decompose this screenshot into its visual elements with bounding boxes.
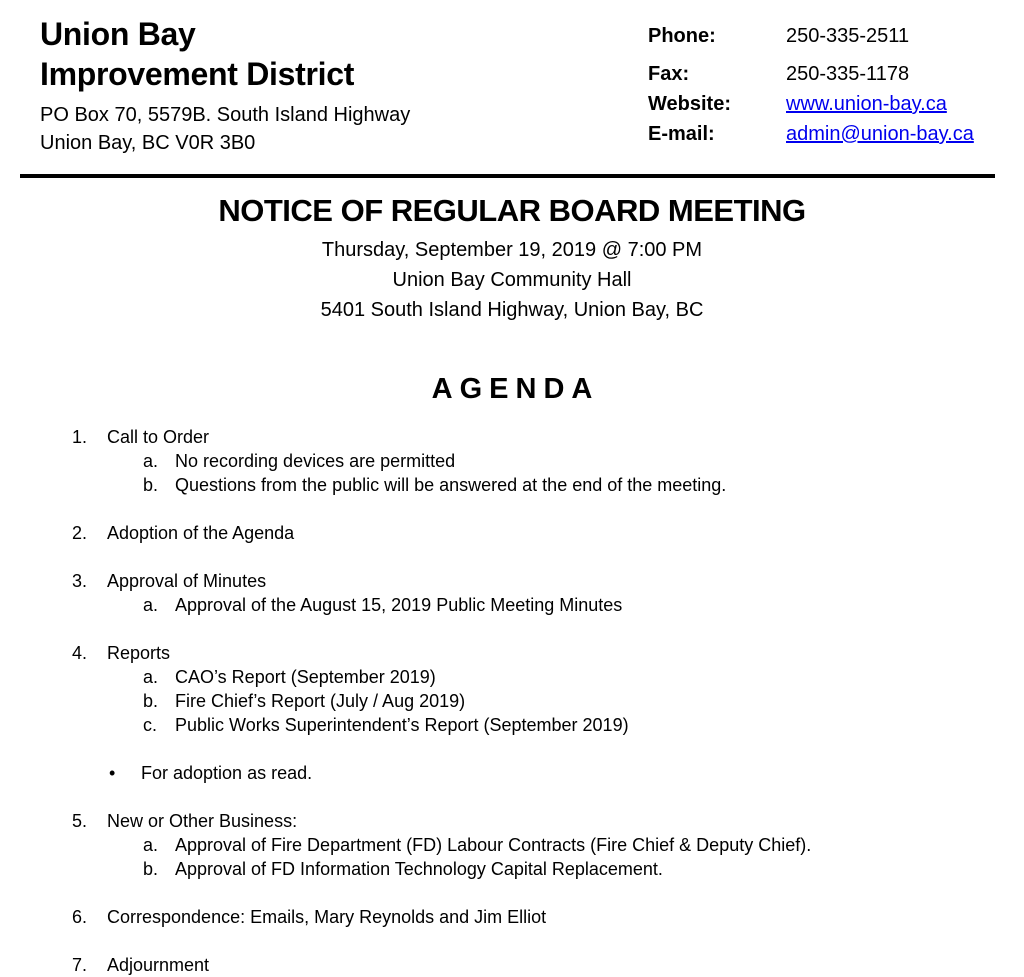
agenda-subitem-row [72,857,994,881]
agenda-item-text: Correspondence: Emails, Mary Reynolds and Jim Elliot [107,907,547,927]
agenda-bullet-text: For adoption as read. [141,763,313,783]
agenda-group-4 [72,641,994,785]
org-name-line1: Union Bay [40,16,196,52]
agenda-bullet-row [72,761,994,785]
agenda-group-7 [72,953,994,977]
contact-row-fax [648,62,974,86]
agenda-subitem-text: Approval of Fire Department (FD) Labour Contracts (Fire Chief & Deputy Chief). [175,835,812,855]
agenda-group-1 [72,425,994,497]
meeting-venue-address: 5401 South Island Highway, Union Bay, BC [320,299,704,321]
website-label: Website: [648,93,731,115]
contact-row-phone [648,24,974,48]
agenda-subitem-row [72,713,994,737]
agenda-item-text: Call to Order [107,427,210,447]
agenda-subitem-text: Questions from the public will be answered at the end of the meeting. [175,475,727,495]
contact-block [648,24,974,152]
bullet-icon: • [109,763,116,783]
divider-rule [20,174,995,178]
agenda-subitem-text: Public Works Superintendent’s Report (September 2019) [175,715,629,735]
agenda-subitem-letter: b. [143,691,159,711]
agenda-group-3 [72,569,994,617]
agenda-subitem-row [72,833,994,857]
agenda-subitem-text: Approval of the August 15, 2019 Public Meeting Minutes [175,595,623,615]
contact-row-email [648,122,974,146]
agenda-subitem-letter: a. [143,835,159,855]
meeting-venue: Union Bay Community Hall [392,269,632,291]
agenda-subitem-letter: a. [143,451,159,471]
agenda-subitem-letter: b. [143,859,159,879]
agenda-item-number: 7. [72,955,88,975]
agenda-item-row [72,569,994,593]
agenda-subitem-letter: b. [143,475,159,495]
agenda-subitem-letter: a. [143,595,159,615]
agenda-item-number: 3. [72,571,88,591]
agenda-item-text: Adjournment [107,955,210,975]
agenda-item-row [72,425,994,449]
email-link[interactable]: admin@union-bay.ca [786,123,974,145]
agenda-subitem-letter: a. [143,667,159,687]
meeting-details [0,235,1024,325]
agenda-item-number: 2. [72,523,88,543]
phone-value: 250-335-2511 [786,25,910,47]
contact-row-website [648,92,974,116]
agenda-subitem-text: No recording devices are permitted [175,451,456,471]
agenda-subitem-row [72,665,994,689]
notice-title: NOTICE OF REGULAR BOARD MEETING [218,193,806,228]
agenda-item-number: 5. [72,811,88,831]
agenda-item-row [72,641,994,665]
agenda-item-text: Adoption of the Agenda [107,523,295,543]
agenda-subitem-row [72,689,994,713]
agenda-item-row [72,521,994,545]
agenda-subitem-text: CAO’s Report (September 2019) [175,667,436,687]
agenda-item-text: New or Other Business: [107,811,298,831]
agenda-heading-wrap [0,369,1024,409]
fax-label: Fax: [648,63,690,85]
website-link[interactable]: www.union-bay.ca [786,93,947,115]
agenda-item-row [72,905,994,929]
agenda-item-row [72,953,994,977]
agenda-subitem-text: Fire Chief’s Report (July / Aug 2019) [175,691,466,711]
notice-header [0,193,1024,325]
agenda-item-text: Reports [107,643,171,663]
agenda-group-2 [72,521,994,545]
agenda-item-number: 6. [72,907,88,927]
agenda-heading: AGENDA [431,373,600,405]
agenda-group-6 [72,905,994,929]
org-address-line1: PO Box 70, 5579B. South Island Highway [40,104,411,126]
email-label: E-mail: [648,123,715,145]
org-address-line2: Union Bay, BC V0R 3B0 [40,132,256,154]
phone-label: Phone: [648,25,716,47]
meeting-datetime: Thursday, September 19, 2019 @ 7:00 PM [321,239,703,261]
agenda-subitem-row [72,449,994,473]
fax-value: 250-335-1178 [786,63,910,85]
agenda-subitem-row [72,473,994,497]
agenda-subitem-letter: c. [143,715,158,735]
agenda-subitem-row [72,593,994,617]
agenda-item-number: 4. [72,643,88,663]
agenda-list [72,425,994,977]
agenda-group-5 [72,809,994,881]
agenda-item-number: 1. [72,427,88,447]
letterhead [0,0,1024,157]
agenda-subitem-text: Approval of FD Information Technology Capital Replacement. [175,859,663,879]
agenda-item-text: Approval of Minutes [107,571,267,591]
agenda-item-row [72,809,994,833]
org-name-line2: Improvement District [40,56,355,92]
